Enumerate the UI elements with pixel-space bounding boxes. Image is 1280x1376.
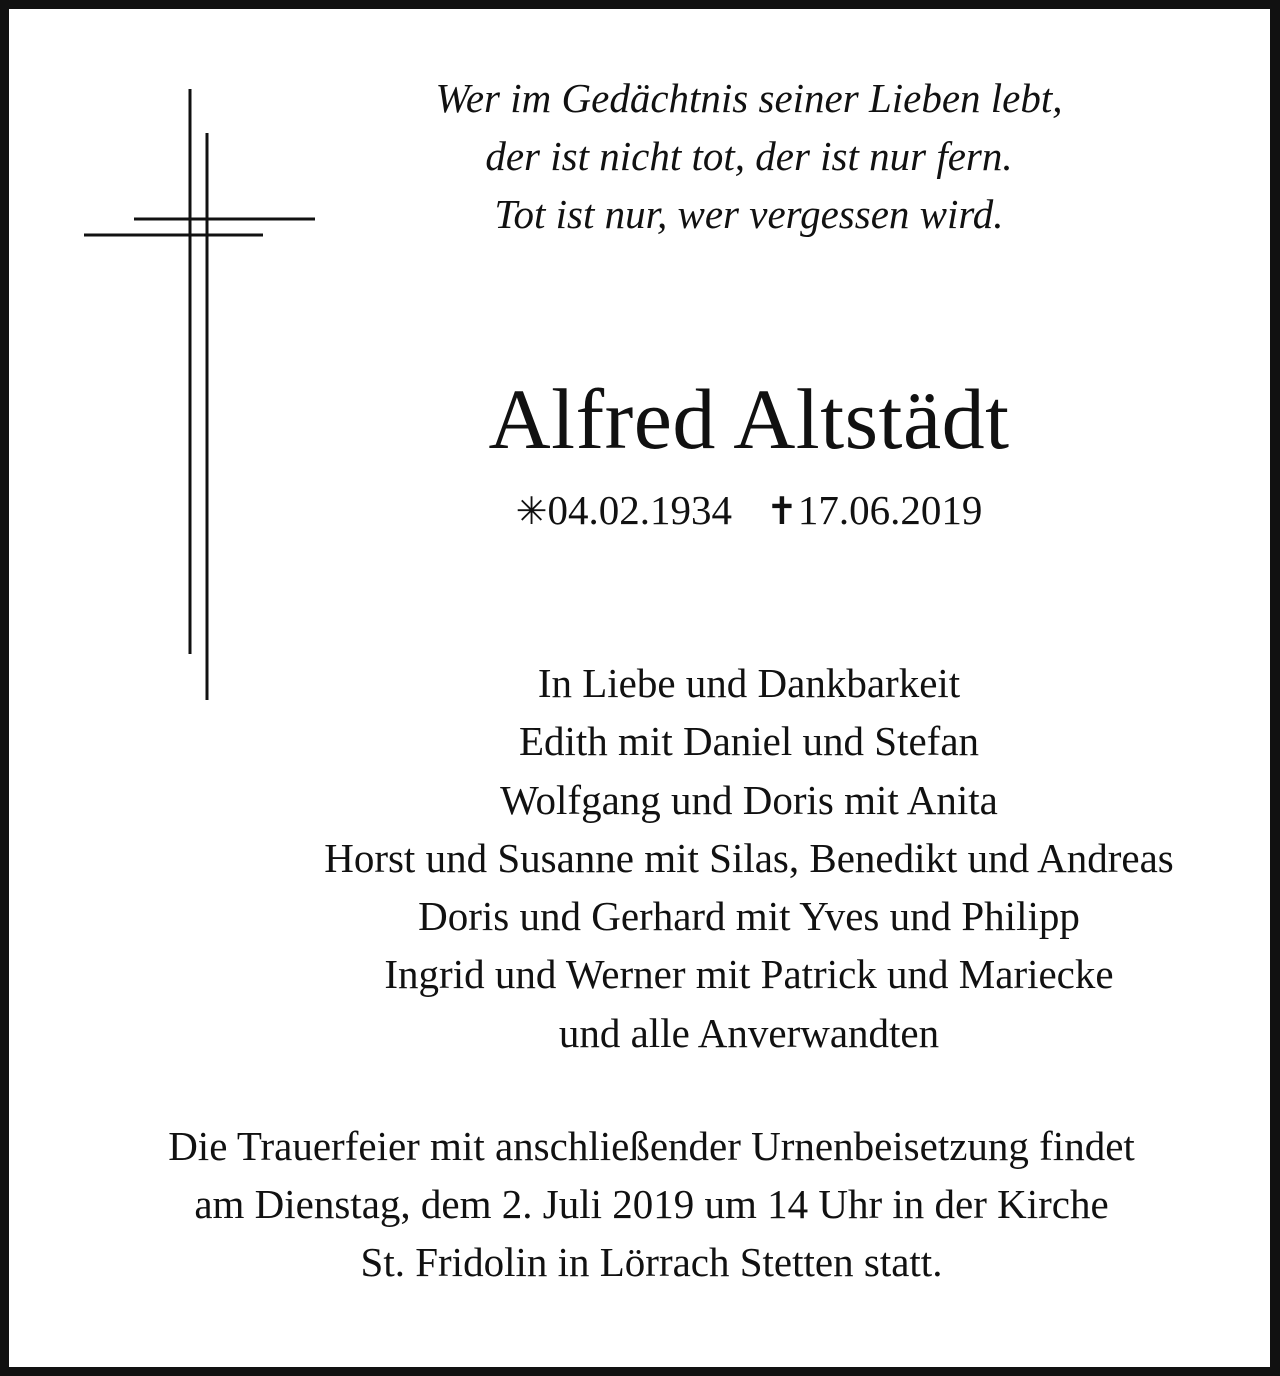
life-dates <box>399 485 1099 537</box>
mourners-list <box>229 654 1269 1062</box>
mourners-line: In Liebe und Dankbarkeit <box>537 660 961 706</box>
funeral-line: Die Trauerfeier mit anschließender Urnenbeisetzung findet <box>168 1123 1135 1169</box>
mourners-line: Edith mit Daniel und Stefan <box>518 718 980 765</box>
death-date: 17.06.2019 <box>797 487 983 533</box>
funeral-notice <box>49 1117 1254 1291</box>
deceased-name: Alfred Altstädt <box>488 371 1010 467</box>
quote-line: Wer im Gedächtnis seiner Lieben lebt, <box>435 75 1063 121</box>
funeral-line: am Dienstag, dem 2. Juli 2019 um 14 Uhr in der Kirche <box>194 1181 1109 1227</box>
mourners-line: und alle Anverwandten <box>558 1009 940 1056</box>
mourners-line: Wolfgang und Doris mit Anita <box>500 776 998 823</box>
quote-line: Tot ist nur, wer vergessen wird. <box>494 191 1004 237</box>
birth-date: 04.02.1934 <box>547 487 732 533</box>
mourners-line: Ingrid und Werner mit Patrick und Mariecke <box>384 951 1114 998</box>
funeral-line: St. Fridolin in Lörrach Stetten statt. <box>360 1239 943 1285</box>
memorial-quote <box>349 69 1149 243</box>
mourners-line: Doris und Gerhard mit Yves und Philipp <box>418 893 1080 940</box>
birth-star-icon: ✳ <box>515 491 548 533</box>
quote-line: der ist nicht tot, der ist nur fern. <box>485 133 1013 179</box>
death-cross-icon: ✝ <box>766 491 798 533</box>
mourners-line: Horst und Susanne mit Silas, Benedikt und Andreas <box>324 834 1174 881</box>
